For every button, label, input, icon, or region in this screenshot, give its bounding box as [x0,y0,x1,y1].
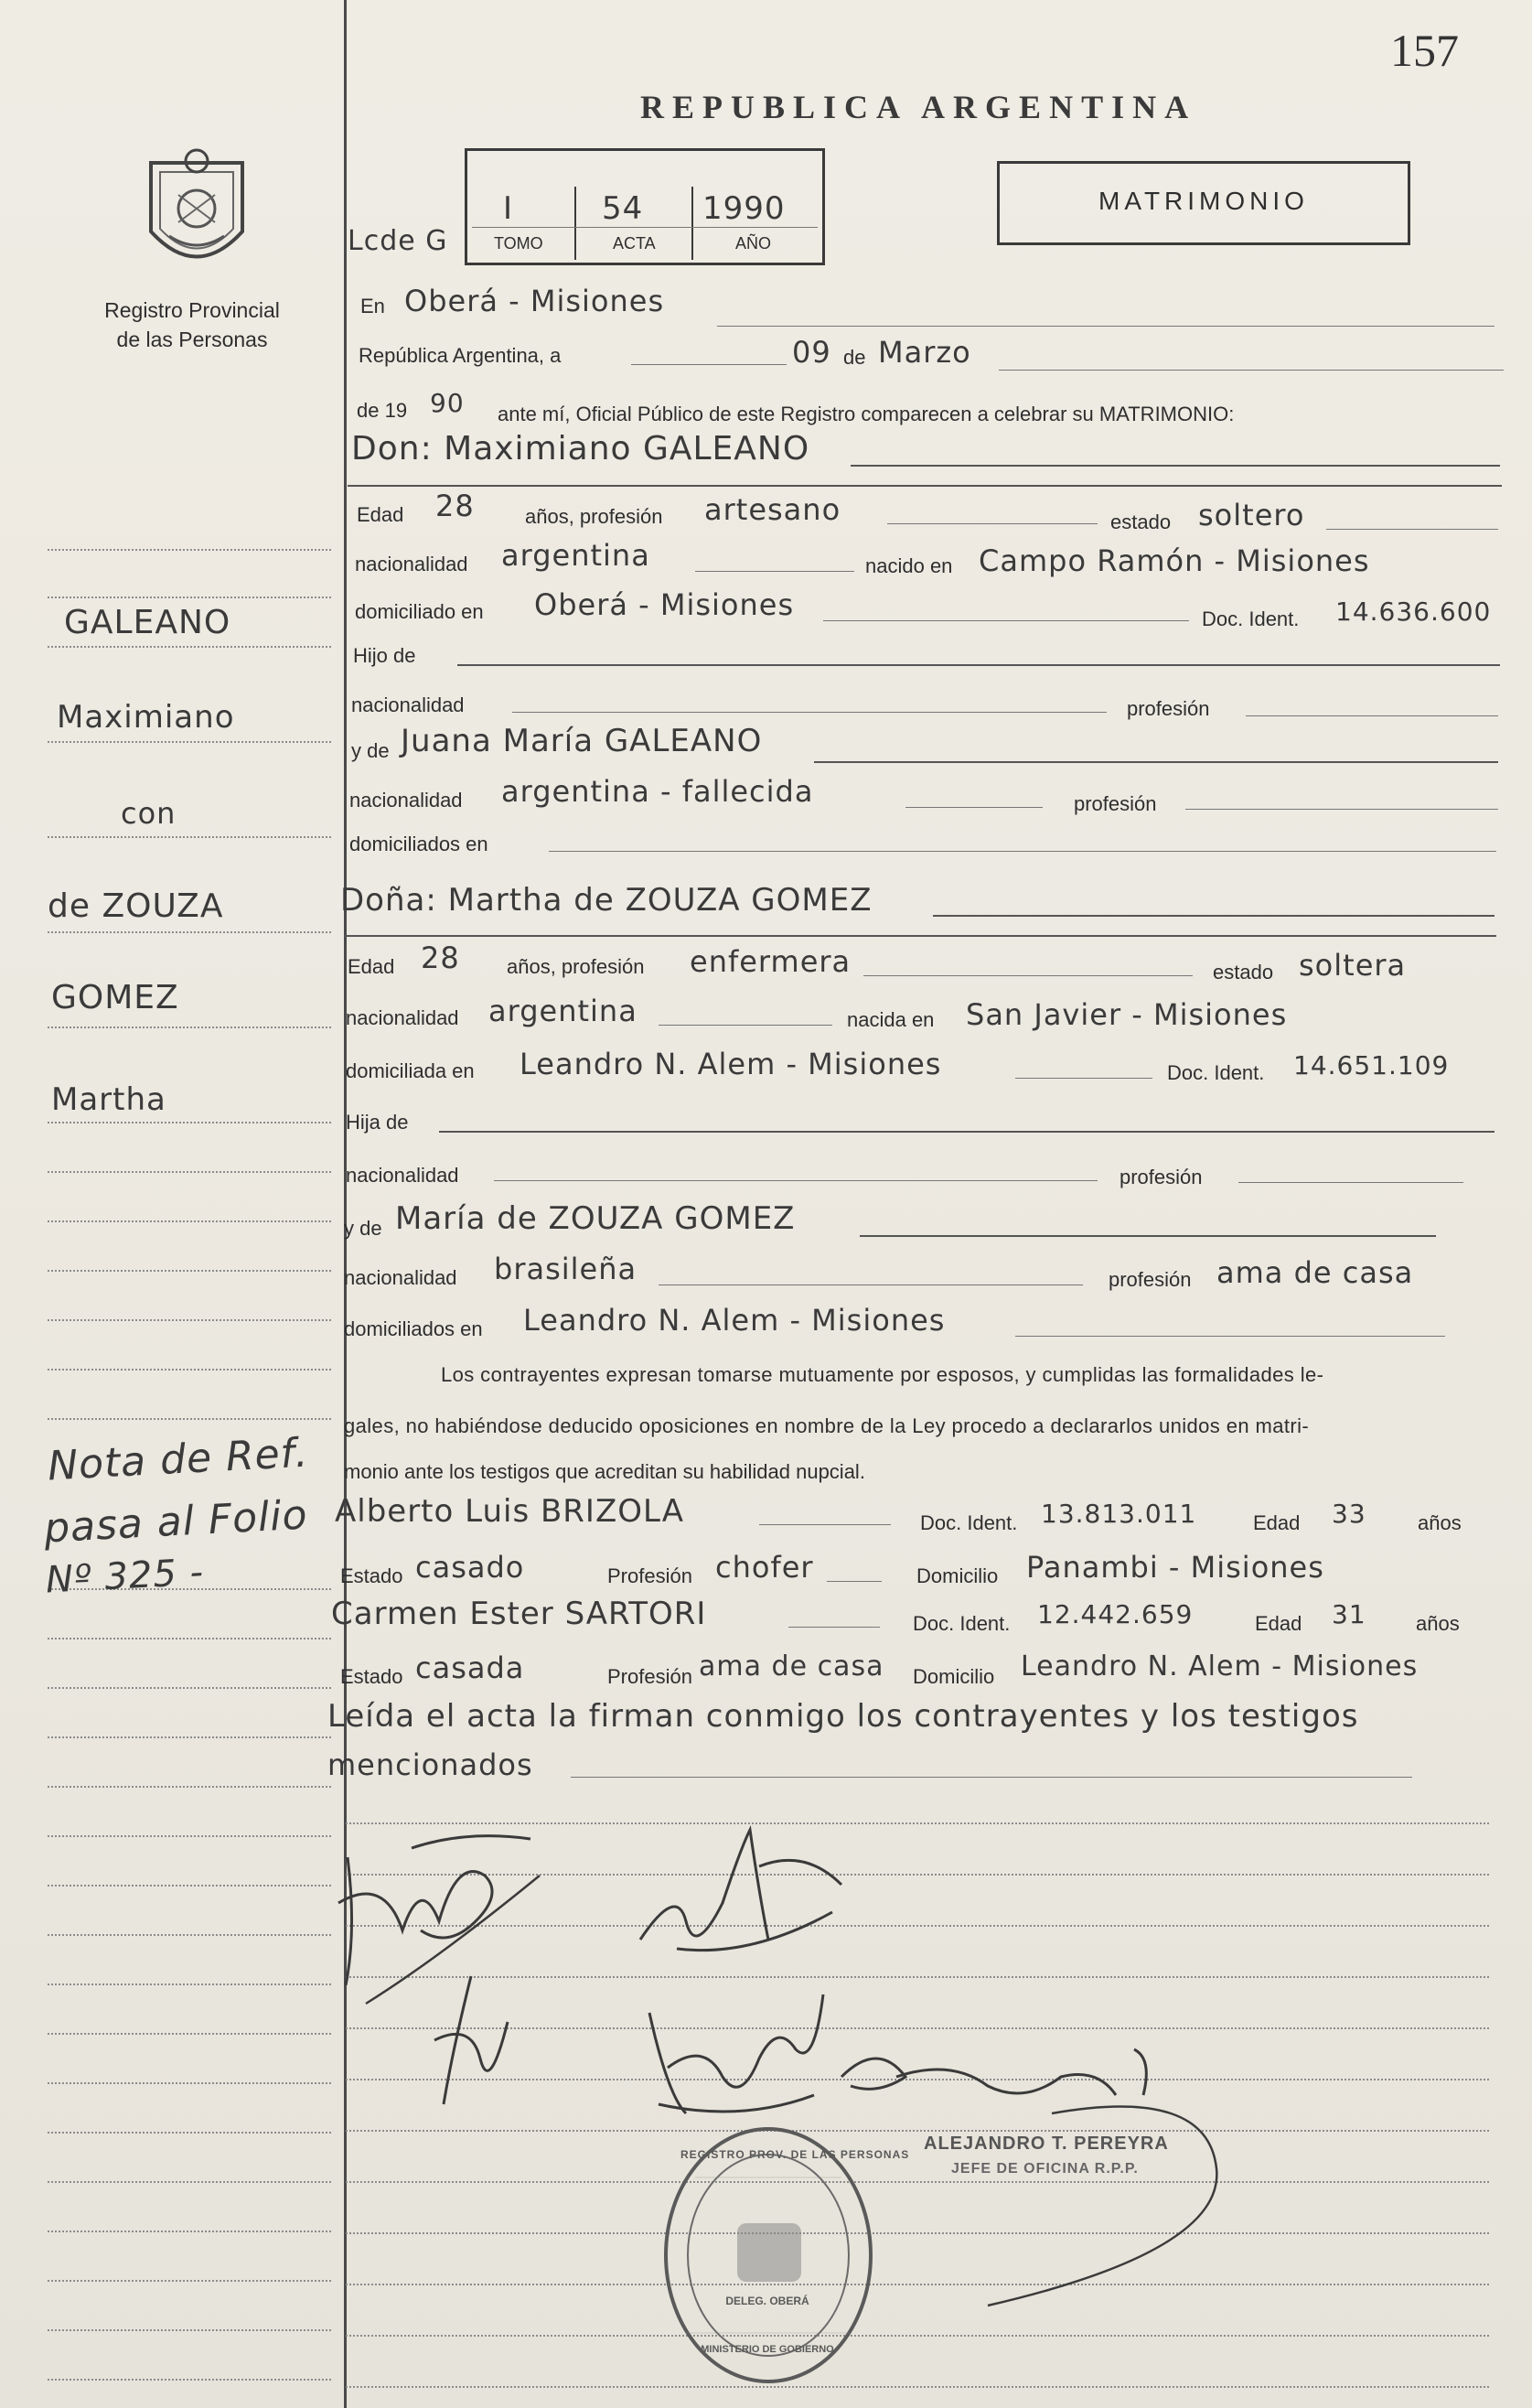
witness2-edad-label: Edad [1255,1612,1302,1635]
margin-rule [48,646,331,648]
form-rule [1185,809,1498,810]
witness1-name: Alberto Luis BRIZOLA [335,1493,684,1530]
bride-hija-label: Hija de [346,1111,409,1134]
groom-estado: soltero [1198,498,1305,532]
groom-nacido-label: nacido en [865,554,953,577]
form-rule [631,364,787,365]
form-rule [860,1235,1436,1237]
groom-yde-label: y de [351,739,390,762]
groom-mother: Juana María GALEANO [401,723,763,759]
bride-domicile: Leandro N. Alem - Misiones [520,1047,942,1081]
bride-nacionalidad-label: nacionalidad [346,1006,459,1029]
witness1-age: 33 [1332,1499,1366,1529]
margin-name-bride-given: Martha [51,1081,166,1118]
margin-rule [48,1638,331,1639]
de-label: de [843,346,866,369]
margin-name-bride-surname2: GOMEZ [51,979,179,1016]
margin-rule [48,1736,331,1738]
bride-mother: María de ZOUZA GOMEZ [395,1200,796,1237]
act-month: Marzo [878,335,971,370]
acta-value: 54 [602,190,644,227]
witness1-prof-label: Profesión [607,1564,692,1587]
anio-label: AÑO [735,234,772,253]
bride-parents-domicile: Leandro N. Alem - Misiones [523,1303,946,1338]
declaration-line1: Los contrayentes expresan tomarse mutuamente por esposos, y cumplidas las formalidades le- [441,1363,1324,1386]
witness1-doc: 13.813.011 [1041,1499,1197,1529]
form-rule [439,1131,1495,1133]
form-rule [851,465,1500,467]
round-seal-bottom-text: MINISTERIO DE GOBIERNO [701,2344,834,2355]
form-rule [823,620,1189,621]
margin-rule [48,1983,331,1985]
country-heading: REPUBLICA ARGENTINA [640,89,1197,125]
signature-official [823,2040,1299,2315]
form-rule [827,1581,882,1582]
groom-domicile: Oberá - Misiones [534,587,795,622]
margin-note-line1: Nota de Ref. [46,1429,310,1490]
groom-mother-nationality: argentina - fallecida [501,774,814,809]
bride-age: 28 [421,941,460,975]
form-rule [788,1627,880,1628]
groom-profession: artesano [704,492,841,527]
witness2-doc-label: Doc. Ident. [913,1612,1011,1635]
witness1-estado: casado [415,1550,525,1585]
form-rule [1238,1182,1463,1183]
margin-rule [48,2231,331,2232]
act-year-suffix: 90 [430,388,465,418]
form-rule [695,571,854,572]
groom-age: 28 [435,489,475,523]
bride-anios-prof-label: años, profesión [507,955,645,978]
bride-estado: soltera [1299,948,1407,983]
record-box-divider [574,187,576,260]
witness2-domicile: Leandro N. Alem - Misiones [1021,1650,1419,1682]
witness2-doc: 12.442.659 [1037,1599,1194,1629]
margin-rule [48,1786,331,1788]
groom-mother-prof-label: profesión [1074,792,1157,815]
bride-doc: 14.651.109 [1293,1050,1450,1080]
witness2-estado-label: Estado [340,1665,403,1688]
groom-nationality: argentina [501,538,650,573]
margin-rule [48,2181,331,2183]
margin-rule [48,1369,331,1371]
form-rule [933,915,1495,917]
groom-name: Don: Maximiano GALEANO [351,430,810,468]
witness2-dom-label: Domicilio [913,1665,995,1688]
margin-name-given: Maximiano [57,699,235,736]
signature-bride [622,1811,860,1976]
statement: ante mí, Oficial Público de este Registro comparecen a celebrar su MATRIMONIO: [498,403,1235,425]
official-stamp-line1: ALEJANDRO T. PEREYRA [924,2134,1169,2154]
form-rule [717,326,1495,327]
form-rule [659,1025,832,1026]
margin-rule [48,1934,331,1936]
witness1-edad-label: Edad [1253,1511,1301,1534]
tomo-value: I [503,190,514,227]
margin-rule [48,1835,331,1837]
groom-domiciliado-label: domiciliado en [355,600,484,623]
margin-rule [48,1122,331,1123]
bride-estado-label: estado [1213,961,1274,984]
bride-name: Doña: Martha de ZOUZA GOMEZ [340,882,873,919]
bride-nacida-label: nacida en [847,1008,935,1031]
signature-rule [346,2335,1489,2337]
witness2-age: 31 [1332,1599,1366,1629]
margin-name-con: con [121,796,177,831]
year-prefix-label: de 19 [357,399,408,422]
act-day: 09 [792,335,831,370]
margin-rule [48,1418,331,1420]
bride-mother-prof-label: profesión [1109,1268,1192,1291]
bride-birthplace: San Javier - Misiones [966,997,1288,1032]
groom-father-prof-label: profesión [1127,697,1210,720]
bride-domiciliada-label: domiciliada en [346,1059,475,1082]
form-rule [999,370,1504,371]
act-place: Oberá - Misiones [404,284,665,318]
margin-rule [48,1319,331,1321]
margin-rule [48,1885,331,1887]
witness1-dom-label: Domicilio [916,1564,999,1587]
bride-nationality: argentina [488,994,637,1028]
anio-value: 1990 [702,190,786,227]
form-rule [344,935,1496,937]
bride-father-prof-label: profesión [1120,1166,1203,1188]
bride-doc-label: Doc. Ident. [1167,1061,1265,1084]
official-stamp-line2: JEFE DE OFICINA R.P.P. [951,2161,1139,2177]
form-rule [494,1180,1098,1181]
groom-doc: 14.636.600 [1335,597,1492,627]
margin-rule [48,741,331,743]
bride-edad-label: Edad [348,955,395,978]
form-rule [512,712,1107,713]
witness1-anios-label: años [1418,1511,1462,1534]
form-rule [1015,1336,1445,1337]
margin-rule [48,1171,331,1173]
form-rule [1326,529,1498,530]
margin-divider [344,0,347,2408]
province-seal-icon [133,145,261,282]
margin-note-line3: Nº 325 - [44,1551,206,1602]
margin-rule [48,2132,331,2134]
witness2-prof-label: Profesión [607,1665,692,1688]
tomo-label: TOMO [494,234,543,253]
witness1-profession: chofer [715,1550,814,1585]
form-rule [348,485,1502,487]
form-rule [1015,1078,1152,1079]
margin-rule [48,2033,331,2035]
bride-yde-label: y de [344,1217,382,1240]
form-rule [814,761,1498,763]
en-label: En [360,295,385,317]
bride-profession: enfermera [690,944,852,979]
margin-note-line2: pasa al Folio [42,1491,309,1553]
act-type-label: MATRIMONIO [1098,187,1309,215]
margin-rule [48,1220,331,1222]
bride-parents-dom-label: domiciliados en [344,1317,483,1340]
republica-label: República Argentina, a [359,344,562,367]
round-seal-outer-text: REGISTRO PROV. DE LAS PERSONAS [680,2148,910,2161]
registry-name-line2: de las Personas [116,328,268,351]
closing-line1: Leída el acta la firman conmigo los contrayentes y los testigos [327,1698,1359,1735]
groom-hijo-label: Hijo de [353,644,416,667]
groom-father-nac-label: nacionalidad [351,693,465,716]
margin-name-surname: GALEANO [64,604,231,641]
signature-rule [346,2386,1489,2388]
groom-edad-label: Edad [357,503,404,526]
margin-rule [48,2082,331,2084]
witness2-estado: casada [415,1650,525,1685]
groom-nacionalidad-label: nacionalidad [355,553,468,575]
bride-mother-profession: ama de casa [1216,1255,1414,1290]
margin-rule [48,549,331,551]
witness2-anios-label: años [1416,1612,1460,1635]
form-rule [549,851,1496,852]
groom-doc-label: Doc. Ident. [1202,607,1300,630]
form-rule [905,807,1043,808]
witness1-estado-label: Estado [340,1564,403,1587]
record-box-divider [691,187,693,260]
registry-name-line1: Registro Provincial [104,298,280,322]
acta-label: ACTA [613,234,656,253]
declaration-line3: monio ante los testigos que acreditan su habilidad nupcial. [344,1460,865,1483]
form-rule [759,1524,891,1525]
margin-rule [48,597,331,598]
closing-line2: mencionados [327,1747,533,1782]
round-seal-inner-text: DELEG. OBERÁ [725,2295,809,2307]
witness1-doc-label: Doc. Ident. [920,1511,1018,1534]
signature-witness2 [631,1985,841,2132]
witness2-profession: ama de casa [699,1650,884,1682]
groom-estado-label: estado [1110,511,1172,533]
groom-parents-dom-label: domiciliados en [349,833,488,855]
bride-mother-nationality: brasileña [494,1252,637,1286]
margin-rule [48,2329,331,2331]
margin-rule [48,1027,331,1028]
form-rule [887,523,1098,524]
margin-name-bride-surname1: de ZOUZA [48,887,224,925]
margin-rule [48,836,331,838]
form-rule [863,975,1193,976]
bride-father-nac-label: nacionalidad [346,1164,459,1187]
groom-mother-nac-label: nacionalidad [349,789,463,812]
form-rule [571,1777,1412,1778]
page-number: 157 [1390,25,1459,76]
witness1-domicile: Panambi - Misiones [1026,1550,1324,1585]
margin-rule [48,1270,331,1272]
form-rule [1246,715,1498,716]
signature-witness1 [416,1967,526,2113]
margin-rule [48,1687,331,1689]
form-rule [457,664,1500,666]
witness2-name: Carmen Ester SARTORI [331,1596,707,1632]
bride-mother-nac-label: nacionalidad [344,1266,457,1289]
groom-anios-prof-label: años, profesión [525,505,663,528]
margin-rule [48,2280,331,2282]
registry-code: Lcde G [348,225,448,257]
record-box-rule [472,227,818,228]
declaration-line2: gales, no habiéndose deducido oposiciones en nombre de la Ley procedo a declararlos unidos en matri- [344,1414,1310,1437]
groom-birthplace: Campo Ramón - Misiones [979,543,1370,578]
margin-rule [48,931,331,933]
margin-rule [48,2379,331,2381]
